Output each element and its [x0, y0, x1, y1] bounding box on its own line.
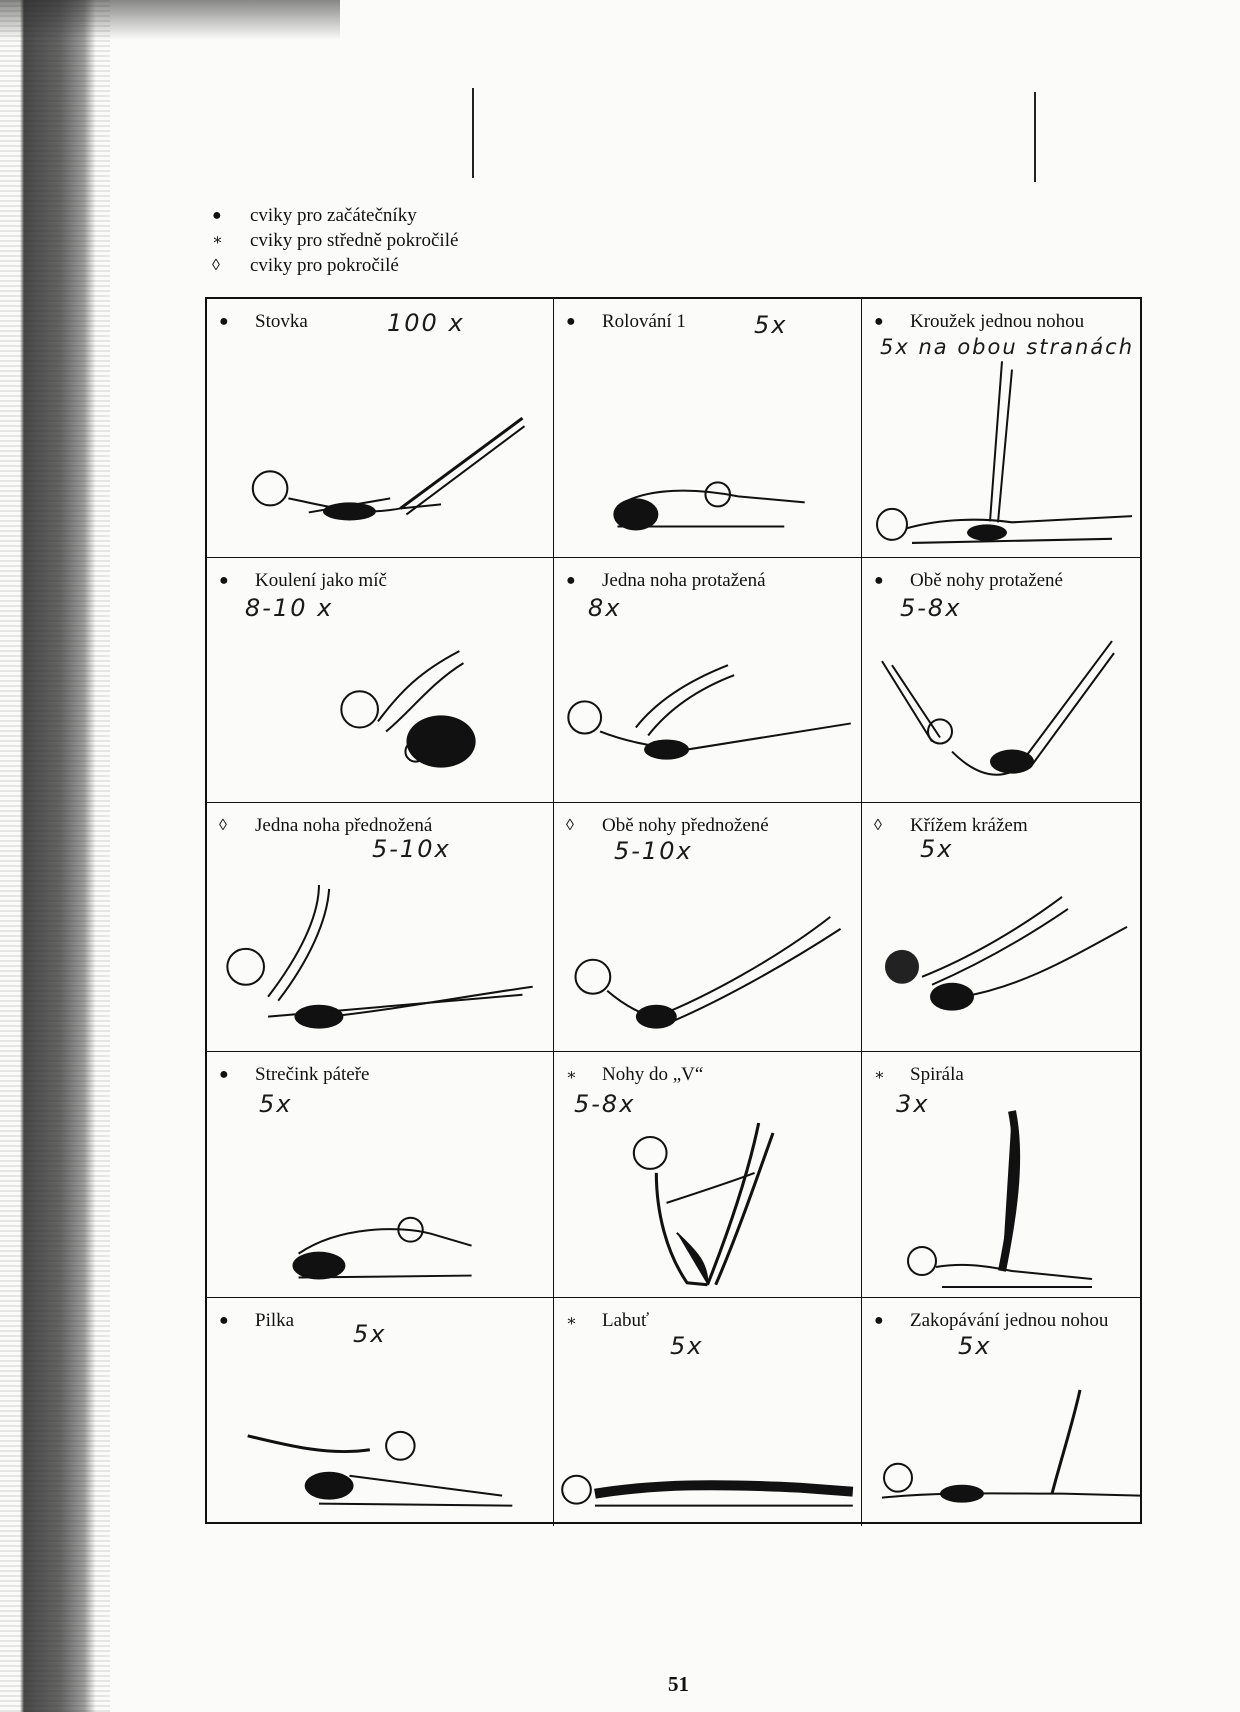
exercise-illustration: [862, 631, 1140, 802]
bullet-icon: ●: [566, 572, 576, 589]
scan-shadow-top: [0, 0, 340, 40]
exercise-name: Labuť: [602, 1310, 650, 1331]
exercise-title: [219, 815, 432, 837]
handwritten-repetitions: 8x: [588, 594, 622, 622]
exercise-title: [874, 1310, 1108, 1332]
exercise-name: Zakopávání jednou nohou: [910, 1310, 1109, 1331]
exercise-title: [566, 311, 686, 333]
exercise-title: [219, 570, 387, 592]
diamond-icon: ◊: [212, 257, 220, 274]
exercise-illustration: [862, 877, 1140, 1051]
asterisk-icon: ∗: [212, 232, 223, 249]
exercise-name: Strečink páteře: [255, 1064, 370, 1085]
exercise-illustration: [207, 877, 553, 1051]
exercise-title: [566, 1064, 703, 1086]
legend-item-intermediate: [212, 228, 458, 253]
exercise-illustration: [207, 631, 553, 802]
exercise-name: Spirála: [910, 1064, 964, 1085]
exercise-cell-kouleni: [207, 558, 554, 803]
handwritten-repetitions: 5-8x: [574, 1090, 636, 1118]
exercise-name: Stovka: [255, 311, 308, 332]
legend-label: cviky pro začátečníky: [250, 205, 417, 226]
exercise-title: [874, 1064, 964, 1086]
handwritten-repetitions: 5x: [353, 1320, 387, 1348]
bullet-icon: ●: [219, 313, 229, 330]
exercise-cell-pilka: [207, 1298, 554, 1526]
exercise-name: Kroužek jednou nohou: [910, 311, 1085, 332]
asterisk-icon: ∗: [874, 1067, 885, 1084]
exercise-cell-strecink-patere: [207, 1052, 554, 1298]
bullet-icon: ●: [874, 313, 884, 330]
handwritten-repetitions: 5x na obou stranách: [880, 335, 1135, 359]
exercise-title: [566, 1310, 649, 1332]
asterisk-icon: ∗: [566, 1313, 577, 1330]
exercise-cell-spirala: [862, 1052, 1140, 1298]
asterisk-icon: ∗: [566, 1067, 577, 1084]
page-number: 51: [668, 1672, 689, 1696]
exercise-cell-obe-nohy-prednozene: [554, 803, 862, 1052]
handwritten-repetitions: 5x: [920, 835, 954, 863]
exercise-name: Obě nohy protažené: [910, 570, 1063, 591]
legend-item-advanced: [212, 253, 458, 278]
exercise-name: Nohy do „V“: [602, 1064, 704, 1085]
exercise-illustration: [862, 1366, 1140, 1526]
exercise-title: [219, 1310, 294, 1332]
exercise-name: Jedna noha protažená: [602, 570, 766, 591]
handwritten-repetitions: 100 x: [387, 309, 465, 337]
exercise-cell-stovka: [207, 299, 554, 558]
exercise-cell-labut: [554, 1298, 862, 1526]
diamond-icon: ◊: [874, 817, 882, 834]
handwritten-repetitions: 5x: [259, 1090, 293, 1118]
bullet-icon: ●: [219, 572, 229, 589]
exercise-cell-jedna-noha-protazena: [554, 558, 862, 803]
handwritten-repetitions: 5x: [958, 1332, 992, 1360]
handwritten-repetitions: 5-10x: [614, 837, 693, 865]
scan-shadow-edge: [0, 0, 110, 1712]
exercise-name: Pilka: [255, 1310, 295, 1331]
exercise-illustration: [554, 1366, 861, 1526]
exercise-illustration: [862, 1101, 1140, 1297]
exercise-illustration: [862, 351, 1140, 557]
exercise-cell-krouzek: [862, 299, 1140, 558]
exercise-name: Jedna noha přednožená: [255, 815, 433, 836]
exercise-cell-obe-nohy-protazene: [862, 558, 1140, 803]
exercise-name: Rolování 1: [602, 311, 686, 332]
exercise-title: [219, 1064, 369, 1086]
legend-label: cviky pro středně pokročilé: [250, 230, 459, 251]
bullet-icon: ●: [874, 1312, 884, 1329]
exercise-cell-nohy-do-v: [554, 1052, 862, 1298]
diamond-icon: ◊: [219, 817, 227, 834]
bullet-icon: ●: [212, 207, 222, 224]
legend-label: cviky pro pokročilé: [250, 255, 399, 276]
fold-line-right: [1034, 92, 1036, 182]
exercise-illustration: [554, 1113, 861, 1297]
exercise-illustration: [207, 376, 553, 557]
exercise-cell-zakopavani: [862, 1298, 1140, 1526]
bullet-icon: ●: [219, 1312, 229, 1329]
difficulty-legend: [212, 203, 458, 278]
legend-item-beginner: [212, 203, 458, 228]
exercise-cell-jedna-noha-prednozena: [207, 803, 554, 1052]
exercise-title: [566, 570, 766, 592]
exercise-title: [874, 815, 1028, 837]
exercise-title: [219, 311, 308, 333]
handwritten-repetitions: 5-8x: [900, 594, 962, 622]
exercise-title: [566, 815, 769, 837]
exercise-table: [205, 297, 1142, 1524]
handwritten-repetitions: 5x: [670, 1332, 704, 1360]
exercise-illustration: [554, 631, 861, 802]
exercise-name: Křížem krážem: [910, 815, 1028, 836]
exercise-title: [874, 311, 1084, 333]
handwritten-repetitions: 3x: [896, 1090, 930, 1118]
exercise-illustration: [207, 1126, 553, 1298]
exercise-illustration: [207, 1366, 553, 1526]
exercise-title: [874, 570, 1063, 592]
exercise-cell-krizem-krazem: [862, 803, 1140, 1052]
exercise-name: Obě nohy přednožené: [602, 815, 769, 836]
exercise-name: Koulení jako míč: [255, 570, 387, 591]
handwritten-repetitions: 5x: [754, 311, 788, 339]
exercise-illustration: [554, 877, 861, 1051]
fold-line-left: [472, 88, 474, 178]
bullet-icon: ●: [874, 572, 884, 589]
handwritten-repetitions: 8-10 x: [245, 594, 334, 622]
bullet-icon: ●: [566, 313, 576, 330]
exercise-illustration: [554, 376, 861, 557]
handwritten-repetitions: 5-10x: [372, 835, 451, 863]
diamond-icon: ◊: [566, 817, 574, 834]
exercise-cell-rolovani: [554, 299, 862, 558]
bullet-icon: ●: [219, 1066, 229, 1083]
